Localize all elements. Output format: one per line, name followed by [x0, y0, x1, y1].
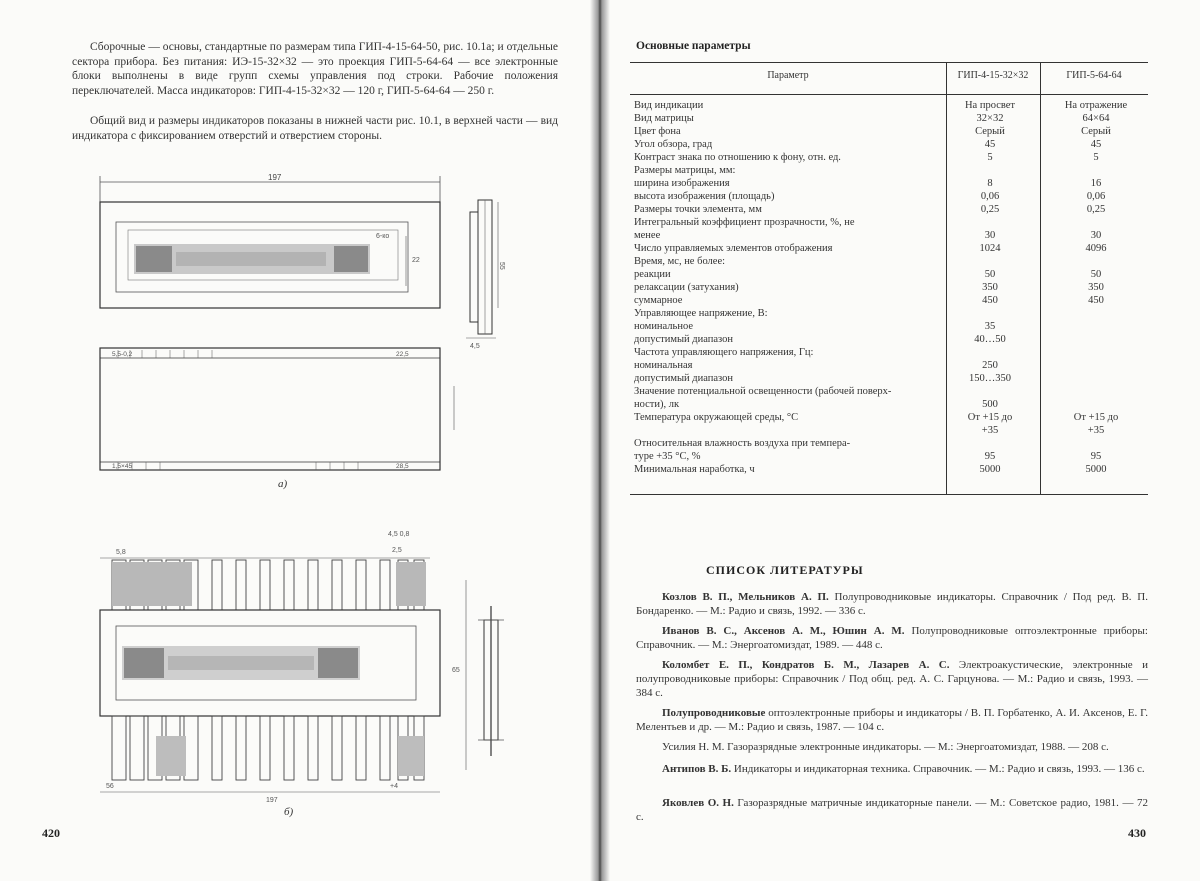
- value-cell-1: 150…350: [969, 373, 1011, 384]
- param-cell: Частота управляющего напряжения, Гц:: [634, 347, 814, 358]
- left-page-number: 420: [42, 826, 60, 840]
- reference-item: [636, 658, 1148, 700]
- value-cell-1: 250: [982, 360, 998, 371]
- param-cell: ширина изображения: [634, 178, 730, 189]
- value-cell-2: 5: [1093, 152, 1099, 163]
- fig-b-label-bottom: 197: [266, 797, 278, 804]
- value-cell-2: 45: [1090, 139, 1102, 150]
- fig-b-label-tr1: 4,5 0,8: [388, 531, 410, 538]
- value-cell-1: 8: [987, 178, 993, 189]
- fig-b-label-bl: 56: [106, 783, 114, 790]
- param-cell: реакции: [634, 269, 671, 280]
- value-cell-1: +35: [981, 425, 999, 436]
- reference-text: Полупроводниковые индикаторы. Справочник / Под ред. В. П. Бондаренко. — М.: Радио и связь, 1992. — 336 с.: [636, 591, 1148, 617]
- left-paragraph-1: Сборочные — основы, стандартные по размерам типа ГИП-4-15-64-50, рис. 10.1а; и отдельные сектора прибора. Без питания: ИЭ-15-32×32 — это проекция ГИП-5-64-64 — все электронные блоки выполнены в виде групп схемы управления под строки. Рабочие положения переключателей. Масса индикаторов: ГИП-4-15-32×32 — 120 г, ГИП-5-64-64 — 250 г.: [72, 41, 558, 97]
- param-cell: Угол обзора, град: [634, 139, 713, 150]
- value-cell-2: 350: [1088, 282, 1104, 293]
- reference-text: Газоразрядные матричные индикаторные панели. — М.: Советское радио, 1981. — 72 с.: [636, 797, 1148, 823]
- reference-item: [636, 590, 1148, 618]
- fig-a-top-dimension: 197: [268, 173, 282, 182]
- param-cell: Размеры точки элемента, мм: [634, 204, 762, 215]
- parameters-table: [630, 62, 1148, 494]
- value-cell-2: 50: [1090, 269, 1102, 280]
- fig-a-side-dim: 55: [498, 262, 505, 270]
- fig-b-label-tr2: 2,5: [392, 547, 402, 554]
- param-cell: Относительная влажность воздуха при темпера-: [634, 438, 851, 449]
- param-cell: номинальное: [634, 321, 693, 332]
- reference-item: [636, 796, 1148, 824]
- value-cell-1: 0,25: [980, 204, 1000, 215]
- reference-text: оптоэлектронные приборы и индикаторы / В. П. Горбатенко, А. И. Аксенов, Е. Г. Мелентьев и др. — М.: Радио и связь, 1987. — 104 с.: [636, 707, 1148, 733]
- reference-author: Полупроводниковые: [662, 707, 766, 719]
- value-cell-2: 4096: [1085, 243, 1107, 254]
- table-title: Основные параметры: [636, 40, 751, 52]
- param-cell: Интегральный коэффициент прозрачности, %, не: [634, 217, 855, 228]
- param-cell: Вид матрицы: [634, 113, 694, 124]
- value-cell-2: От +15 до: [1073, 412, 1119, 423]
- param-cell: Температура окружающей среды, °С: [634, 412, 799, 423]
- param-cell: Цвет фона: [634, 126, 681, 137]
- value-cell-2: 5000: [1085, 464, 1107, 475]
- param-cell: допустимый диапазон: [634, 373, 733, 384]
- table-header-col2: ГИП-5-64-64: [1066, 70, 1122, 81]
- value-cell-2: 0,25: [1086, 204, 1106, 215]
- fig-a-strip-top-right: 22,5: [396, 351, 409, 358]
- param-cell: Вид индикации: [634, 100, 704, 111]
- param-cell: номинальная: [634, 360, 693, 371]
- param-cell: допустимый диапазон: [634, 334, 733, 345]
- reference-author: Коломбет Е. П., Кондратов Б. М., Лазарев А. С.: [662, 659, 950, 671]
- param-cell: Размеры матрицы, мм:: [634, 165, 736, 176]
- value-cell-1: 32×32: [976, 113, 1004, 124]
- reference-text: Электроакустические, электронные и полупроводниковые приборы: Справочник / Под общ. ред. А. С. Гарцунова. — М.: Радио и связь, 1993. — 384 с.: [636, 659, 1148, 699]
- fig-b-label-right: 65: [452, 667, 460, 674]
- reference-text: Усилия Н. М. Газоразрядные электронные индикаторы. — М.: Энергоатомиздат, 1988. — 208 с.: [662, 741, 1109, 753]
- fig-b-label-br: +4: [390, 783, 398, 790]
- table-header-col1: ГИП-4-15-32×32: [957, 70, 1029, 81]
- reference-text: Индикаторы и индикаторная техника. Справочник. — М.: Радио и связь, 1993. — 136 с.: [731, 763, 1145, 775]
- figure-a-drawing: [0, 0, 598, 881]
- reference-author: Антипов В. Б.: [662, 763, 732, 775]
- reference-text: Полупроводниковые оптоэлектронные приборы: Справочник. — М.: Энергоатомиздат, 1989. — 448 с.: [636, 625, 1148, 651]
- value-cell-2: +35: [1087, 425, 1105, 436]
- reference-item: [636, 762, 1148, 776]
- value-cell-1: 30: [984, 230, 996, 241]
- param-cell: Значение потенциальной освещенности (рабочей поверх-: [634, 386, 892, 397]
- fig-a-vertical-dim: 22: [412, 257, 420, 264]
- value-cell-1: 1024: [979, 243, 1001, 254]
- left-paragraph-2: Общий вид и размеры индикаторов показаны в нижней части рис. 10.1, в верхней части — вид индикатора с фиксированием отверстий и отверстием стороны.: [72, 115, 558, 142]
- right-page-number: 430: [1128, 826, 1146, 840]
- value-cell-1: 35: [984, 321, 996, 332]
- param-cell: высота изображения (площадь): [634, 191, 775, 202]
- param-cell: ности), лк: [634, 399, 680, 410]
- reference-item: [636, 706, 1148, 734]
- reference-item: [636, 624, 1148, 652]
- value-cell-2: На отражение: [1064, 100, 1128, 111]
- value-cell-2: 16: [1090, 178, 1102, 189]
- param-cell: Время, мс, не более:: [634, 256, 726, 267]
- fig-a-side-small-dim: 4,5: [470, 343, 480, 350]
- fig-b-label-tl: 5,8: [116, 549, 126, 556]
- value-cell-1: Серый: [975, 126, 1005, 137]
- value-cell-1: 40…50: [974, 334, 1006, 345]
- table-header-param: Параметр: [767, 70, 809, 81]
- reference-author: Иванов В. С., Аксенов А. М., Юшин А. М.: [662, 625, 905, 637]
- book-gutter: [590, 0, 610, 881]
- value-cell-1: 45: [984, 139, 996, 150]
- figure-a-caption: а): [278, 478, 288, 490]
- param-cell: Контраст знака по отношению к фону, отн. ед.: [634, 152, 841, 163]
- value-cell-1: 350: [982, 282, 998, 293]
- value-cell-2: 30: [1090, 230, 1102, 241]
- value-cell-1: От +15 до: [967, 412, 1013, 423]
- reference-author: Козлов В. П., Мельников А. П.: [662, 591, 829, 603]
- param-cell: туре +35 °С, %: [634, 451, 701, 462]
- value-cell-1: 0,06: [980, 191, 1000, 202]
- fig-a-strip-bottom-left: 1,5×45: [112, 463, 133, 470]
- reference-author: Яковлев О. Н.: [662, 797, 734, 809]
- value-cell-2: 0,06: [1086, 191, 1106, 202]
- fig-a-strip-bottom-right: 28,5: [396, 463, 409, 470]
- references-title: СПИСОК ЛИТЕРАТУРЫ: [706, 563, 864, 577]
- value-cell-1: 450: [982, 295, 998, 306]
- figure-b-caption: б): [284, 806, 294, 818]
- value-cell-1: 95: [984, 451, 996, 462]
- param-cell: Минимальная наработка, ч: [634, 464, 755, 475]
- param-cell: релаксации (затухания): [634, 282, 739, 293]
- value-cell-2: 64×64: [1082, 113, 1110, 124]
- param-cell: Число управляемых элементов отображения: [634, 243, 833, 254]
- reference-item: [636, 740, 1148, 754]
- value-cell-1: 5000: [979, 464, 1001, 475]
- param-cell: менее: [634, 230, 661, 241]
- param-cell: Управляющее напряжение, В:: [634, 308, 768, 319]
- fig-a-strip-top-left: 5,5-0,2: [112, 351, 133, 358]
- value-cell-1: На просвет: [964, 100, 1016, 111]
- param-cell: суммарное: [634, 295, 683, 306]
- value-cell-2: 450: [1088, 295, 1104, 306]
- value-cell-1: 500: [982, 399, 998, 410]
- value-cell-1: 50: [984, 269, 996, 280]
- fig-a-tag: 6-ко: [376, 233, 390, 240]
- value-cell-1: 5: [987, 152, 993, 163]
- value-cell-2: 95: [1090, 451, 1102, 462]
- value-cell-2: Серый: [1081, 126, 1111, 137]
